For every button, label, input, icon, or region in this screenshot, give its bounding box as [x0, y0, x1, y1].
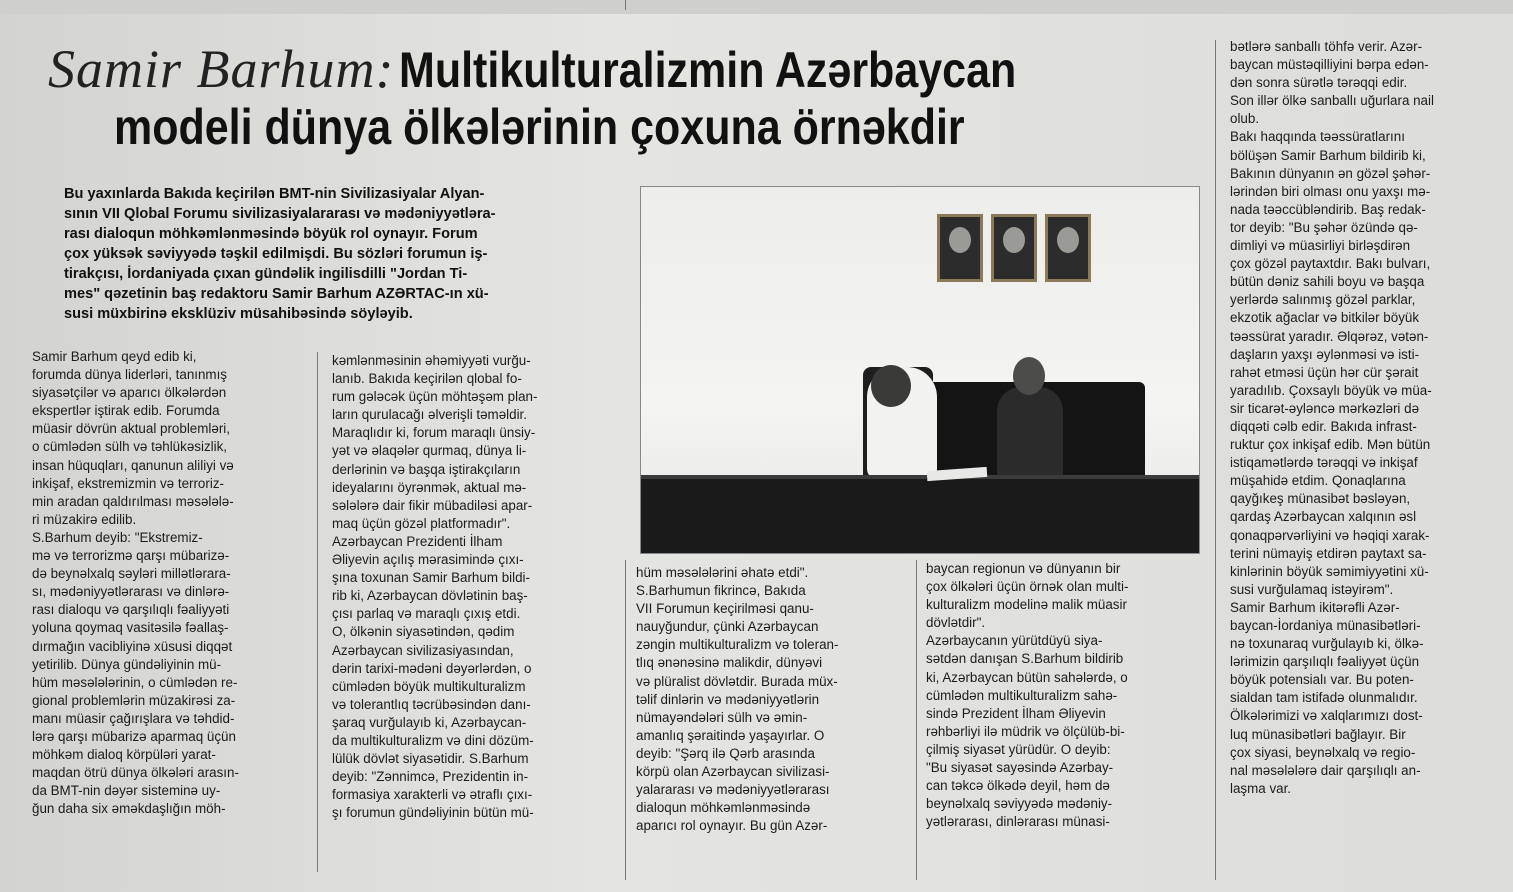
text-line: şı forumun gündəliyinin bütün mü- [332, 805, 534, 821]
text-line: siyasətçilər və aparıcı ölkələrdən [32, 385, 227, 401]
column-divider [625, 560, 626, 880]
text-line: susi müxbirinə eksklüziv müsahibəsində söyləyib. [64, 306, 413, 322]
text-line: Bakı haqqında təəssüratlarını [1230, 129, 1405, 145]
text-line: cümlədən multikulturalizm sahə- [926, 687, 1118, 703]
text-line: istiqamətlərdə tərəqqi və inkişaf [1230, 455, 1418, 471]
text-line: nə toxunaraq vurğulayıb ki, ölkə- [1230, 636, 1424, 652]
text-line: susi vurğulamaq istəyirəm". [1230, 581, 1394, 597]
text-line: Əliyevin açılış mərasimində çıxı- [332, 552, 524, 568]
text-line: çox ölkələri üçün örnək olan multi- [926, 579, 1129, 595]
column-divider [916, 560, 917, 880]
text-line: lərimizin qarşılıqlı fəaliyyət üçün [1230, 654, 1420, 670]
text-line: min aradan qaldırılması məsələlə- [32, 493, 234, 509]
text-line: təlif dinlərin və mədəniyyətlərin [636, 691, 820, 707]
body-column-1 [32, 348, 300, 818]
text-line: yoluna qoymaq vasitəsilə fəallaş- [32, 620, 229, 636]
text-line: maq üçün gözəl platformadır". [332, 515, 511, 531]
text-line: sələlərə dair fikir mübadiləsi apar- [332, 497, 533, 513]
text-line: dimliyi və müasirliyi birləşdirən [1230, 238, 1411, 254]
text-line: can təkcə ölkədə deyil, həm də [926, 778, 1110, 794]
text-line: gional problemlərin müzakirəsi za- [32, 692, 236, 708]
text-line: yalararası və mədəniyyətlərarası [636, 782, 830, 798]
text-line: rəhbərliyi ilə müdrik və ölçülüb-bi- [926, 723, 1125, 739]
text-line: də beynəlxalq səyləri millətlərara- [32, 566, 231, 582]
text-line: S.Barhumun fikrincə, Bakıda [636, 583, 806, 599]
text-line: VII Forumun keçirilməsi qanu- [636, 601, 814, 617]
text-line: lərindən biri olması onu yaxşı mə- [1230, 183, 1431, 199]
text-line: manı müasir çağırışlara və təhdid- [32, 710, 235, 726]
text-line: kulturalizm modelinə malik müasir [926, 597, 1127, 613]
photo-interviewee [997, 387, 1063, 483]
text-line: mə və terrorizmə qarşı mübarizə- [32, 548, 230, 564]
text-line: tlıq ənənəsinə malikdir, dünyəvi [636, 655, 823, 671]
text-line: Bu yaxınlarda Bakıda keçirilən BMT-nin Sivilizasiyalar Alyan- [64, 186, 485, 202]
text-line: baycan regionun və dünyanın bir [926, 561, 1121, 576]
portrait-frame-3 [1045, 214, 1091, 282]
text-line: bütün dəniz sahili boyu və başqa [1230, 274, 1425, 290]
text-line: sir ticarət-əyləncə mərkəzləri də [1230, 400, 1420, 416]
column-divider [1215, 40, 1216, 880]
text-line: S.Barhum deyib: "Ekstremiz- [32, 529, 203, 545]
text-line: diqqəti cəlb edir. Bakıda infrast- [1230, 418, 1417, 434]
text-line: cümlədən böyük multikulturalizm [332, 678, 526, 694]
text-line: deyib: "Şərq ilə Qərb arasında [636, 745, 815, 761]
text-line: Azərbaycan Prezidenti İlham [332, 533, 503, 549]
photo-interviewee-head [1013, 357, 1045, 395]
text-line: çilmiş siyasət yürüdür. O deyib: [926, 741, 1111, 757]
text-line: Azərbaycanın yürütdüyü siya- [926, 633, 1103, 649]
text-line: laşma var. [1230, 780, 1292, 796]
text-line: baycan müstəqilliyini bərpa edən- [1230, 57, 1429, 73]
text-line: və plüralist dövlətdir. Burada müx- [636, 673, 838, 689]
text-line: müşahidə etdim. Qonaqlarına [1230, 473, 1406, 489]
text-line: Maraqlıdır ki, forum maraqlı ünsiy- [332, 425, 536, 441]
text-line: inkişaf, ekstremizmin və terroriz- [32, 475, 224, 491]
text-line: körpü olan Azərbaycan sivilizasi- [636, 764, 830, 780]
text-line: insan hüquqları, qanunun aliliyi və [32, 457, 234, 473]
text-line: qardaş Azərbaycan xalqının əsl [1230, 509, 1417, 525]
text-line: sı, mədəniyyətlərarası və dinlərə- [32, 584, 230, 600]
headline-name: Samir Barhum: [48, 39, 395, 99]
photo-table [641, 479, 1199, 553]
text-line: çox siyasi, beynəlxalq və regio- [1230, 744, 1416, 760]
text-line: sının VII Qlobal Forumu sivilizasiyalararası və mədəniyyətlərа- [64, 206, 496, 222]
text-line: Son illər ölkə sanballı uğurlara nail [1230, 93, 1434, 109]
text-line: baycan-İordaniya münasibətləri- [1230, 618, 1421, 633]
text-line: rib ki, Azərbaycan dövlətinin baş- [332, 588, 528, 604]
headline-title-line2: modeli dünya ölkələrinin çoxuna örnəkdir [114, 99, 965, 155]
text-line: olub. [1230, 111, 1260, 127]
text-line: o cümlədən sülh və təhlükəsizlik, [32, 439, 228, 455]
text-line: ruktur çox inkişaf edib. Mən bütün [1230, 437, 1431, 453]
text-line: yaradılıb. Çoxsaylı böyük və müa- [1230, 382, 1432, 398]
text-line: nümayəndələri sülh və əmin- [636, 709, 808, 725]
text-line: Azərbaycan sivilizasiyasından, [332, 642, 514, 658]
text-line: ğun daha six əməkdaşlığın möh- [32, 801, 226, 817]
text-line: zəngin multikulturalizm və toleran- [636, 637, 839, 653]
text-line: tirakçısı, İordaniyada çıxan gündəlik ingilisdilli "Jordan Ti- [64, 266, 468, 282]
text-line: aparıcı rol oynayır. Bu gün Azər- [636, 818, 828, 834]
text-line: Ölkələrimizi və xalqlarımızı dost- [1230, 708, 1423, 724]
text-line: sində Prezident İlham Əliyevin [926, 705, 1106, 721]
text-line: sialdan tam istifadə olunmalıdır. [1230, 690, 1418, 706]
text-line: müasir dövrün aktual problemləri, [32, 421, 230, 437]
text-line: böyük potensialı var. Bu poten- [1230, 672, 1414, 688]
text-line: nada təəccübləndirib. Baş redak- [1230, 201, 1426, 217]
text-line: rahət etməsi üçün hər cür şərait [1230, 364, 1419, 380]
text-line: "Bu siyasət sayəsində Azərbay- [926, 760, 1114, 776]
text-line: nauyğundur, çünki Azərbaycan [636, 619, 819, 635]
text-line: lülük dövlət siyasətidir. S.Barhum [332, 751, 529, 767]
text-line: dırmağın vacibliyinə xüsusi diqqət [32, 638, 233, 654]
text-line: daşların yaxşı əylənməsi və isti- [1230, 346, 1420, 362]
text-line: lanıb. Bakıda keçirilən qlobal fo- [332, 371, 522, 387]
text-line: dən sonra sürətlə tərəqqi edir. [1230, 75, 1408, 91]
portrait-frame-1 [937, 214, 983, 282]
text-line: yətlərarası, dinlərarası münasi- [926, 814, 1110, 830]
body-column-2 [332, 352, 612, 822]
text-line: ideyalarını öyrənmək, aktual mə- [332, 479, 527, 495]
portrait-frame-2 [991, 214, 1037, 282]
text-line: amanlıq şəraitində yaşayırlar. O [636, 727, 825, 743]
text-line: derlərinin və başqa iştirakçıların [332, 461, 521, 477]
text-line: yetirilib. Dünya gündəliyinin mü- [32, 656, 222, 672]
text-line: deyib: "Zənnimcə, Prezidentin in- [332, 769, 529, 785]
text-line: qonaqpərvərliyini və həqiqi xarak- [1230, 527, 1430, 543]
article-photo [640, 186, 1200, 554]
headline-title-line1: Multikulturalizmin Azərbaycan [398, 42, 1017, 98]
text-line: Bakının dünyanın ən gözəl şəhər- [1230, 165, 1431, 181]
text-line: çox yüksək səviyyədə təşkil edilmişdi. Bu sözləri forumun iş- [64, 246, 488, 262]
text-line: və tolerantlıq təcrübəsindən danı- [332, 696, 531, 712]
text-line: rası dialoqu və qarşılıqlı fəaliyyəti [32, 602, 230, 618]
text-line: luq münasibətləri bağlayır. Bir [1230, 726, 1406, 742]
article-lede [64, 184, 610, 324]
text-line: O, ölkənin siyasətindən, qədim [332, 624, 515, 640]
text-line: çox gözəl paytaxtdır. Bakı bulvarı, [1230, 256, 1431, 272]
text-line: bölüşən Samir Barhum bildirib ki, [1230, 147, 1426, 163]
text-line: dərin tarixi-mədəni dəyərlərdən, o [332, 660, 532, 676]
text-line: da BMT-nin dəyər sisteminə uy- [32, 783, 221, 799]
text-line: ekzotik ağaclar və bitkilər böyük [1230, 310, 1420, 326]
photo-interviewer-head [871, 365, 911, 407]
column-divider [625, 0, 626, 10]
text-line: rası dialoqun möhkəmlənməsində böyük rol oynayır. Forum [64, 226, 478, 242]
text-line: ri müzakirə edilib. [32, 511, 137, 527]
text-line: sətdən danışan S.Barhum bildirib [926, 651, 1124, 667]
text-line: ların qurulacağı əlverişli təməldir. [332, 407, 527, 423]
body-column-4 [926, 560, 1198, 831]
text-line: təəssürat yaradır. Əlqərəz, vətən- [1230, 328, 1429, 344]
text-line: nal məsələlərə dair qarşılıqlı an- [1230, 762, 1421, 778]
text-line: ekspertlər iştirak edib. Forumda [32, 403, 220, 419]
text-line: forumda dünya liderləri, tanınmış [32, 367, 228, 383]
text-line: rum gələcək üçün möhtəşəm plan- [332, 389, 538, 405]
text-line: çısı parlaq və maraqlı çıxış etdi. [332, 606, 521, 622]
text-line: da multikulturalizm və dini dözüm- [332, 732, 534, 748]
column-divider [317, 352, 318, 872]
top-margin-strip [0, 0, 1513, 14]
text-line: qayğıkeş münasibət bəsləyən, [1230, 491, 1411, 507]
text-line: tor deyib: "Bu şəhər özündə qə- [1230, 219, 1418, 235]
text-line: ki, Azərbaycan bütün sahələrdə, o [926, 669, 1128, 685]
body-column-5 [1230, 38, 1488, 798]
article-headline [48, 38, 1218, 156]
text-line: bətlərə sanballı töhfə verir. Azər- [1230, 39, 1423, 54]
text-line: formasiya xarakterli və ətraflı çıxı- [332, 787, 533, 803]
text-line: mes" qəzetinin baş redaktoru Samir Barhum AZƏRTAC-ın xü- [64, 286, 489, 302]
text-line: dialoqun möhkəmlənməsində [636, 800, 811, 816]
text-line: maqdan ötrü dünya ölkələri arasın- [32, 765, 239, 781]
text-line: beynəlxalq səviyyədə mədəniy- [926, 796, 1113, 812]
text-line: Samir Barhum qeyd edib ki, [32, 349, 197, 364]
text-line: lərə qarşı mübarizə aparmaq üçün [32, 728, 236, 744]
text-line: yət və əlaqələr qurmaq, dünya li- [332, 443, 527, 459]
body-column-3 [636, 564, 908, 835]
text-line: hüm məsələlərinin, o cümlədən re- [32, 674, 238, 690]
text-line: hüm məsələlərini əhatə etdi". [636, 565, 809, 580]
text-line: terini nümayiş etdirən paytaxt sa- [1230, 545, 1427, 561]
text-line: kinlərinin böyük səmimiyyətini xü- [1230, 563, 1429, 579]
text-line: möhkəm dialoq körpüləri yarat- [32, 747, 216, 763]
text-line: yerlərdə salınmış gözəl parklar, [1230, 292, 1416, 308]
text-line: dövlətdir". [926, 615, 986, 631]
text-line: şına toxunan Samir Barhum bildi- [332, 570, 530, 586]
text-line: Samir Barhum ikitərəfli Azər- [1230, 599, 1400, 615]
text-line: şaraq vurğulayıb ki, Azərbaycan- [332, 714, 527, 730]
text-line: kəmlənməsinin əhəmiyyəti vurğu- [332, 353, 531, 368]
